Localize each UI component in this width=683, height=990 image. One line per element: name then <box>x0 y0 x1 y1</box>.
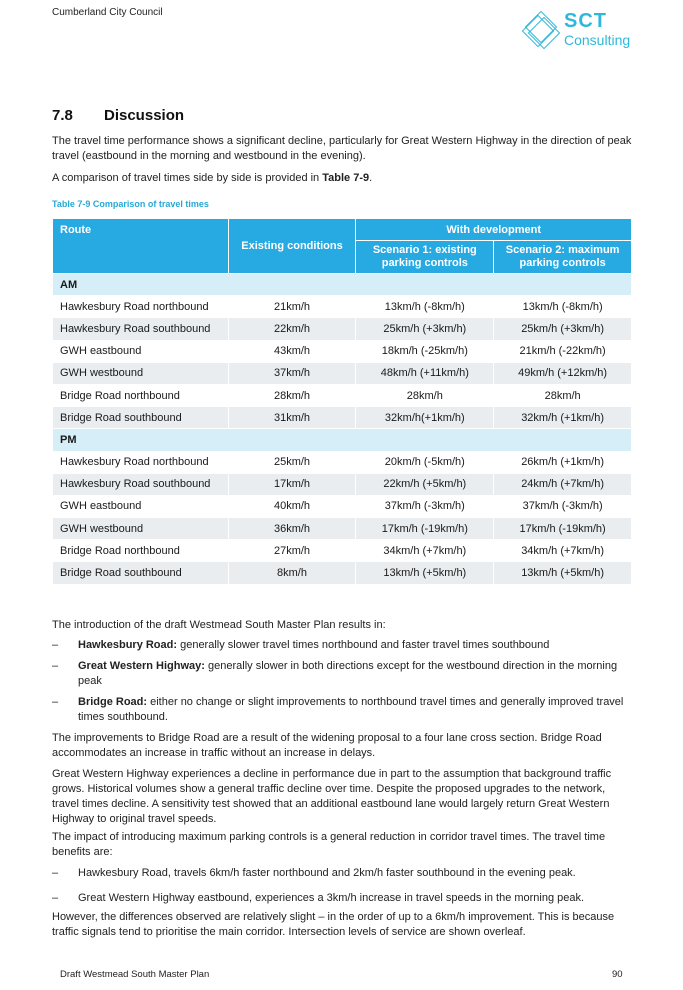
list-item <box>52 695 632 725</box>
travel-times-table <box>52 218 632 585</box>
cell-scenario-2: 28km/h <box>494 384 632 406</box>
cell-scenario-2: 13km/h (+5km/h) <box>494 562 632 584</box>
table-row <box>53 518 632 540</box>
table-row <box>53 318 632 340</box>
cell-route: GWH eastbound <box>53 340 229 362</box>
bullet-text: generally slower in both directions except for the westbound direction in the morning peak <box>78 660 618 687</box>
section-number: 7.8 <box>52 107 73 124</box>
section-title: Discussion <box>104 107 185 124</box>
table-row <box>53 495 632 517</box>
footer-page-number: 90 <box>612 969 623 980</box>
cell-scenario-1: 17km/h (-19km/h) <box>356 518 494 540</box>
gwh-paragraph: Great Western Highway experiences a decline in performance due in part to the assumption that background traffic grows. Historical volumes show a general traffic decline over time. Despite the proposed upgrades to the network, travel times decline. A sensitivity test showed that an additional eastbound lane would largely return Great Western Highway to original travel speeds. <box>52 768 612 825</box>
table-row <box>53 451 632 473</box>
intro-p2-suffix: . <box>369 172 373 184</box>
cell-existing: 43km/h <box>228 340 356 362</box>
cell-scenario-1: 28km/h <box>356 384 494 406</box>
cell-route: Hawkesbury Road northbound <box>53 296 229 318</box>
bullet-dash: – <box>52 892 59 904</box>
bullet-bold: Great Western Highway: <box>78 660 205 672</box>
cell-scenario-2: 49km/h (+12km/h) <box>494 362 632 384</box>
cell-existing: 36km/h <box>228 518 356 540</box>
cell-scenario-1: 22km/h (+5km/h) <box>356 473 494 495</box>
cell-existing: 27km/h <box>228 540 356 562</box>
cell-scenario-2: 13km/h (-8km/h) <box>494 296 632 318</box>
cell-route: GWH westbound <box>53 362 229 384</box>
bridge-road-paragraph: The improvements to Bridge Road are a result of the widening proposal to a four lane cross section. Bridge Road accommodates an increase in traffic without an increase in delays. <box>52 732 602 759</box>
list-item <box>52 638 632 653</box>
cell-existing: 21km/h <box>228 296 356 318</box>
benefits-bullet-list <box>52 866 632 912</box>
diamond-logo-icon <box>518 8 564 54</box>
cell-scenario-2: 37km/h (-3km/h) <box>494 495 632 517</box>
logo-text-consulting: Consulting <box>564 32 631 48</box>
header-scenario-1: Scenario 1: existing parking controls <box>356 241 494 274</box>
footer-document-title: Draft Westmead South Master Plan <box>60 969 210 980</box>
bullet-text: Great Western Highway eastbound, experiences a 3km/h increase in travel speeds in the morning peak. <box>78 892 585 904</box>
cell-route: Hawkesbury Road southbound <box>53 318 229 340</box>
results-intro-paragraph: The introduction of the draft Westmead South Master Plan results in: <box>52 619 386 631</box>
table-row <box>53 473 632 495</box>
table-row <box>53 296 632 318</box>
header-existing: Existing conditions <box>228 219 356 274</box>
intro-paragraph-2 <box>52 171 632 186</box>
results-bullet-list <box>52 638 632 731</box>
cell-scenario-2: 26km/h (+1km/h) <box>494 451 632 473</box>
header-route: Route <box>53 219 229 274</box>
bullet-text: Hawkesbury Road, travels 6km/h faster northbound and 2km/h faster southbound in the evening peak. <box>78 867 576 879</box>
intro-paragraph-1: The travel time performance shows a significant decline, particularly for Great Western Highway in the direction of peak travel (eastbound in the morning and westbound in the evening). <box>52 135 632 162</box>
bullet-dash: – <box>52 696 59 708</box>
cell-route: Bridge Road northbound <box>53 540 229 562</box>
bullet-text: either no change or slight improvements to northbound travel times and generally improved travel times southbound. <box>78 696 624 723</box>
bullet-bold: Hawkesbury Road: <box>78 639 178 651</box>
section-heading <box>52 107 184 124</box>
bullet-dash: – <box>52 660 59 672</box>
cell-route: Bridge Road southbound <box>53 407 229 429</box>
cell-scenario-1: 13km/h (+5km/h) <box>356 562 494 584</box>
list-item <box>52 891 632 906</box>
cell-existing: 25km/h <box>228 451 356 473</box>
section-row-am: AM <box>53 274 632 296</box>
cell-route: Hawkesbury Road northbound <box>53 451 229 473</box>
cell-existing: 8km/h <box>228 562 356 584</box>
cell-existing: 40km/h <box>228 495 356 517</box>
table-caption: Table 7-9 Comparison of travel times <box>52 199 209 209</box>
conclusion-paragraph: However, the differences observed are relatively slight – in the order of up to a 6km/h improvement. This is because traffic signals tend to prioritise the main corridor. Intersection levels of service are shown overleaf. <box>52 911 615 938</box>
header-with-development: With development <box>356 219 632 241</box>
cell-scenario-1: 20km/h (-5km/h) <box>356 451 494 473</box>
bullet-dash: – <box>52 867 59 879</box>
cell-route: GWH eastbound <box>53 495 229 517</box>
list-item <box>52 866 632 881</box>
header-council-name: Cumberland City Council <box>52 7 163 18</box>
cell-scenario-2: 21km/h (-22km/h) <box>494 340 632 362</box>
intro-p2-prefix: A comparison of travel times side by side is provided in <box>52 172 323 184</box>
logo-text-sct: SCT <box>564 10 607 32</box>
cell-route: Bridge Road northbound <box>53 384 229 406</box>
cell-scenario-2: 24km/h (+7km/h) <box>494 473 632 495</box>
bullet-dash: – <box>52 639 59 651</box>
cell-scenario-2: 25km/h (+3km/h) <box>494 318 632 340</box>
cell-route: Bridge Road southbound <box>53 562 229 584</box>
cell-existing: 31km/h <box>228 407 356 429</box>
sct-logo <box>518 8 638 54</box>
header-scenario-2: Scenario 2: maximum parking controls <box>494 241 632 274</box>
cell-existing: 22km/h <box>228 318 356 340</box>
table-row <box>53 384 632 406</box>
bullet-text: generally slower travel times northbound and faster travel times southbound <box>177 639 550 651</box>
cell-scenario-1: 25km/h (+3km/h) <box>356 318 494 340</box>
cell-existing: 17km/h <box>228 473 356 495</box>
cell-scenario-2: 32km/h (+1km/h) <box>494 407 632 429</box>
cell-scenario-1: 37km/h (-3km/h) <box>356 495 494 517</box>
parking-controls-paragraph: The impact of introducing maximum parking controls is a general reduction in corridor travel times. The travel time benefits are: <box>52 831 606 858</box>
bullet-bold: Bridge Road: <box>78 696 148 708</box>
table-row <box>53 540 632 562</box>
cell-scenario-2: 17km/h (-19km/h) <box>494 518 632 540</box>
section-row-pm: PM <box>53 429 632 451</box>
table-row <box>53 562 632 584</box>
cell-scenario-1: 13km/h (-8km/h) <box>356 296 494 318</box>
cell-scenario-2: 34km/h (+7km/h) <box>494 540 632 562</box>
table-reference: Table 7-9 <box>322 172 370 184</box>
table-row <box>53 407 632 429</box>
cell-scenario-1: 48km/h (+11km/h) <box>356 362 494 384</box>
cell-scenario-1: 32km/h(+1km/h) <box>356 407 494 429</box>
cell-route: GWH westbound <box>53 518 229 540</box>
cell-scenario-1: 34km/h (+7km/h) <box>356 540 494 562</box>
cell-existing: 28km/h <box>228 384 356 406</box>
cell-existing: 37km/h <box>228 362 356 384</box>
cell-route: Hawkesbury Road southbound <box>53 473 229 495</box>
table-row <box>53 362 632 384</box>
cell-scenario-1: 18km/h (-25km/h) <box>356 340 494 362</box>
table-row <box>53 340 632 362</box>
list-item <box>52 659 632 689</box>
